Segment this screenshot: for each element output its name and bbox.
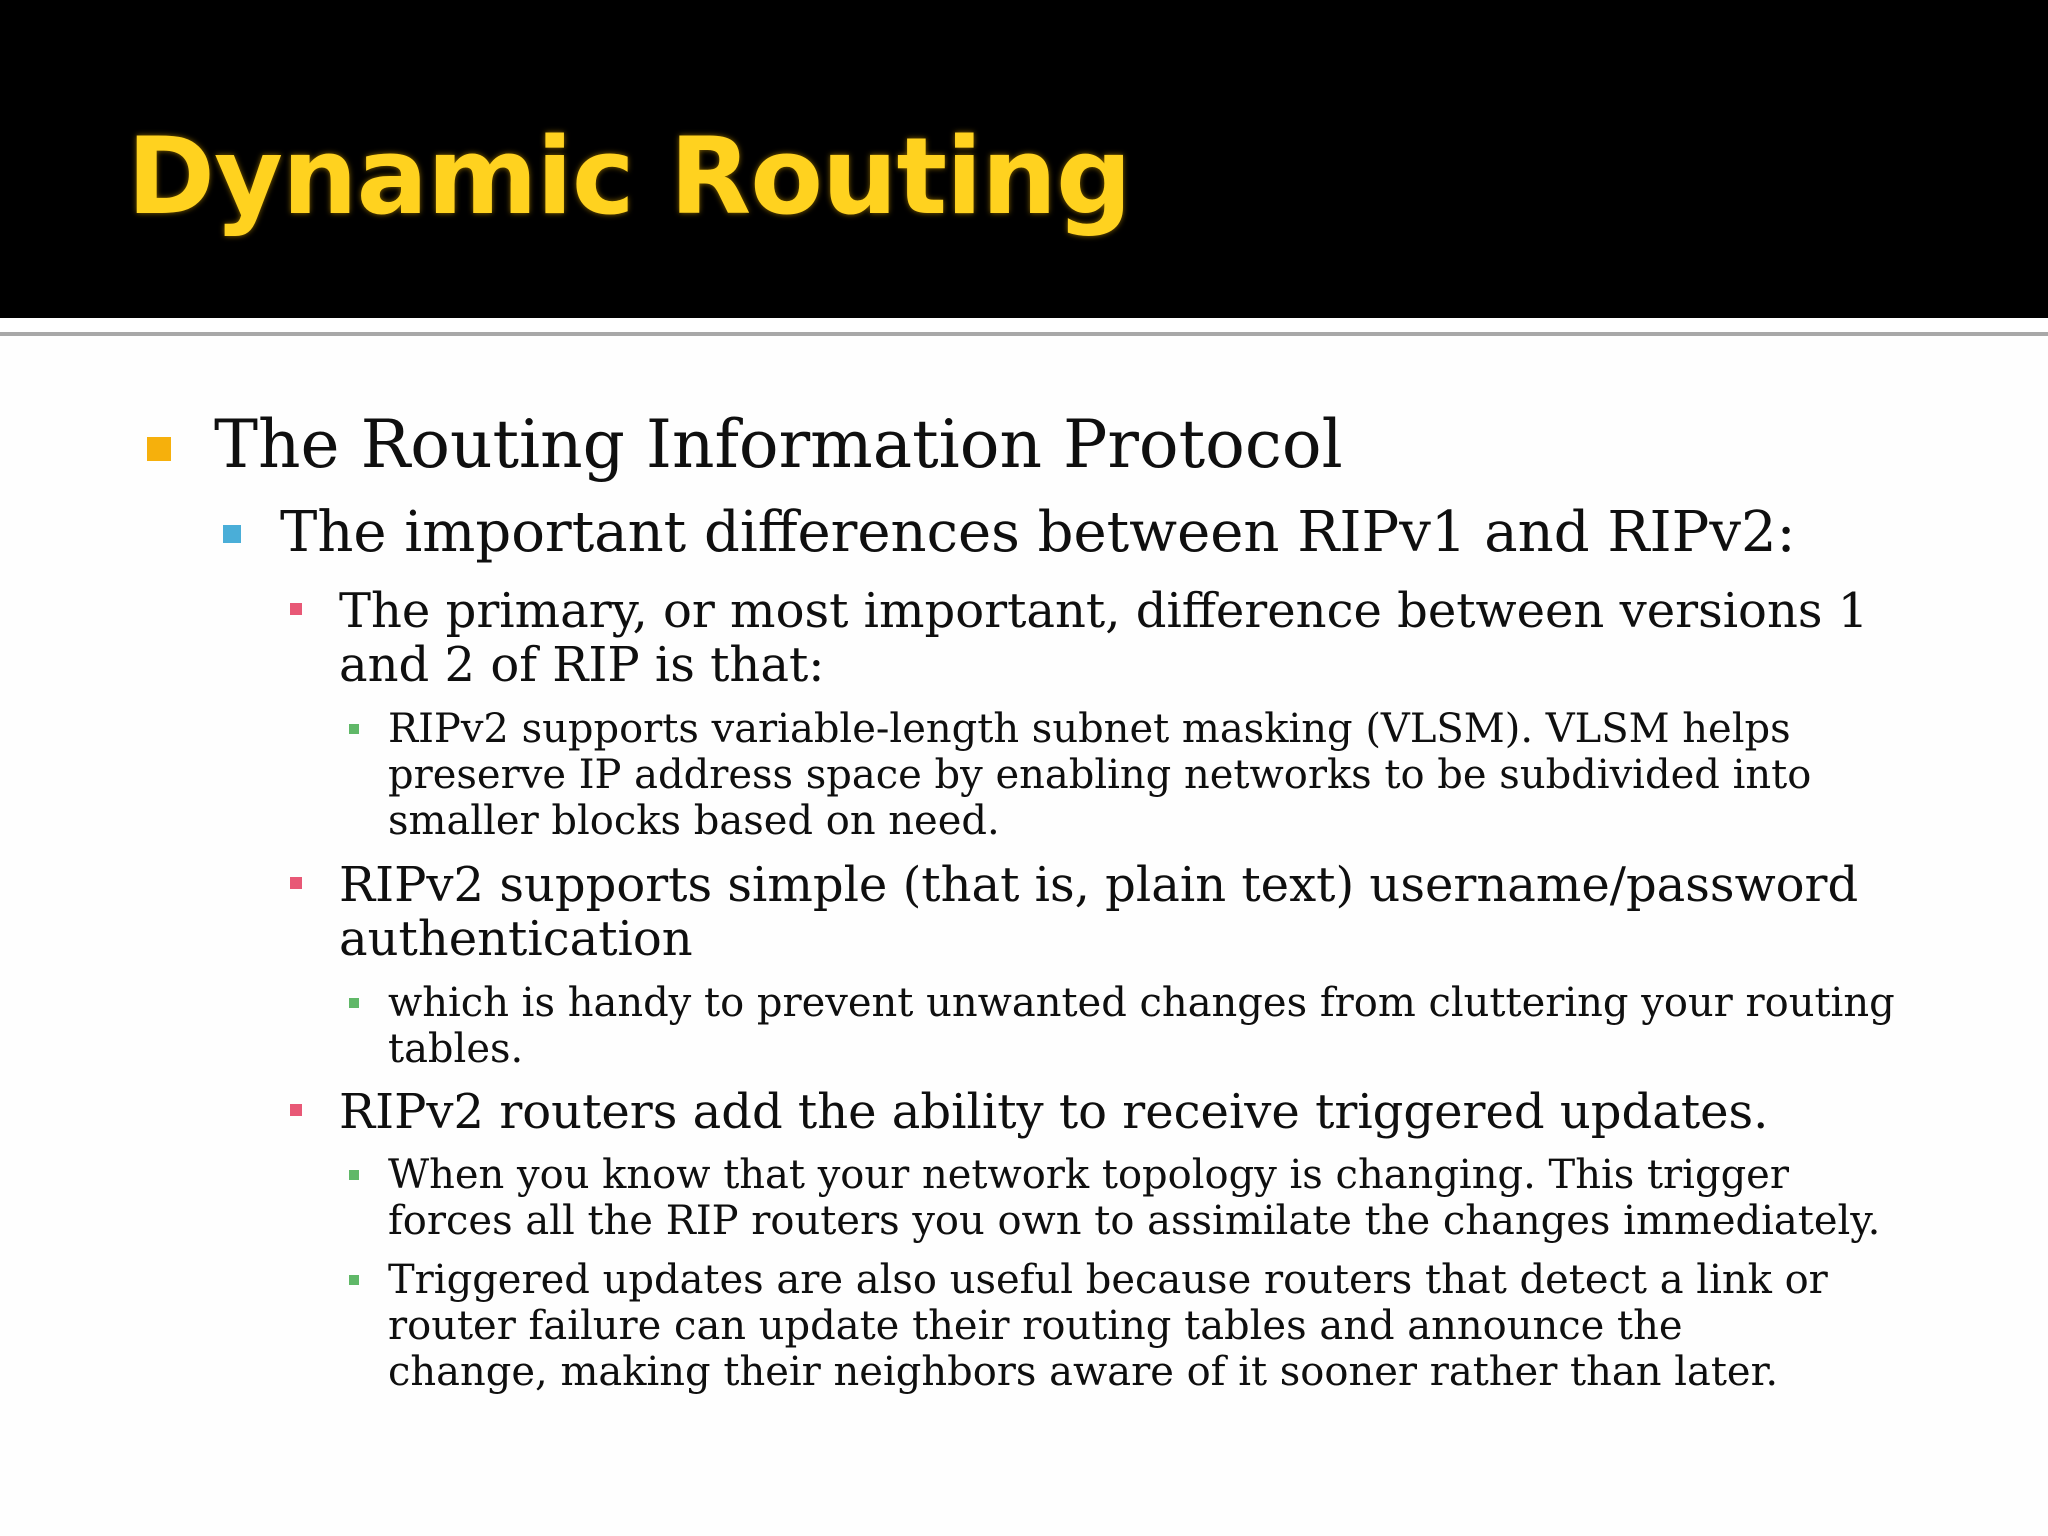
bullet-text-line: RIPv2 supports variable-length subnet masking (VLSM). VLSM helps [388,706,1791,752]
bullet-text: The important differences between RIPv1 and RIPv2: [280,500,1796,565]
title-divider-white [0,318,2048,332]
title-bar [0,0,2048,318]
square-bullet-icon [349,1275,359,1285]
bullet-text-line: forces all the RIP routers you own to assimilate the changes immediately. [388,1198,1881,1244]
bullet-text-line: When you know that your network topology is changing. This trigger [388,1152,1789,1198]
bullet-text-line: change, making their neighbors aware of it sooner rather than later. [388,1349,1779,1395]
slide-title: Dynamic Routing [127,115,1131,238]
square-bullet-icon [147,437,171,461]
bullet-text-line: preserve IP address space by enabling networks to be subdivided into [388,752,1812,798]
bullet-text-line: tables. [388,1026,524,1072]
bullet-text-line: smaller blocks based on need. [388,798,1000,844]
bullet-text-line: and 2 of RIP is that: [339,637,825,693]
bullet-text-line: authentication [339,911,693,967]
bullet-text-line: which is handy to prevent unwanted changes from cluttering your routing [388,980,1895,1026]
bullet-text-line: The primary, or most important, difference between versions 1 [339,583,1869,639]
bullet-text-line: Triggered updates are also useful because routers that detect a link or [388,1257,1828,1303]
square-bullet-icon [290,1104,302,1116]
slide-body [0,336,2048,1536]
square-bullet-icon [290,603,302,615]
square-bullet-icon [223,525,241,543]
bullet-text-line: RIPv2 supports simple (that is, plain text) username/password [339,857,1859,913]
bullet-text: The Routing Information Protocol [214,406,1343,483]
square-bullet-icon [349,724,359,734]
square-bullet-icon [349,1170,359,1180]
square-bullet-icon [290,877,302,889]
bullet-text-line: router failure can update their routing tables and announce the [388,1303,1683,1349]
square-bullet-icon [349,998,359,1008]
bullet-text: RIPv2 routers add the ability to receive triggered updates. [339,1084,1769,1140]
